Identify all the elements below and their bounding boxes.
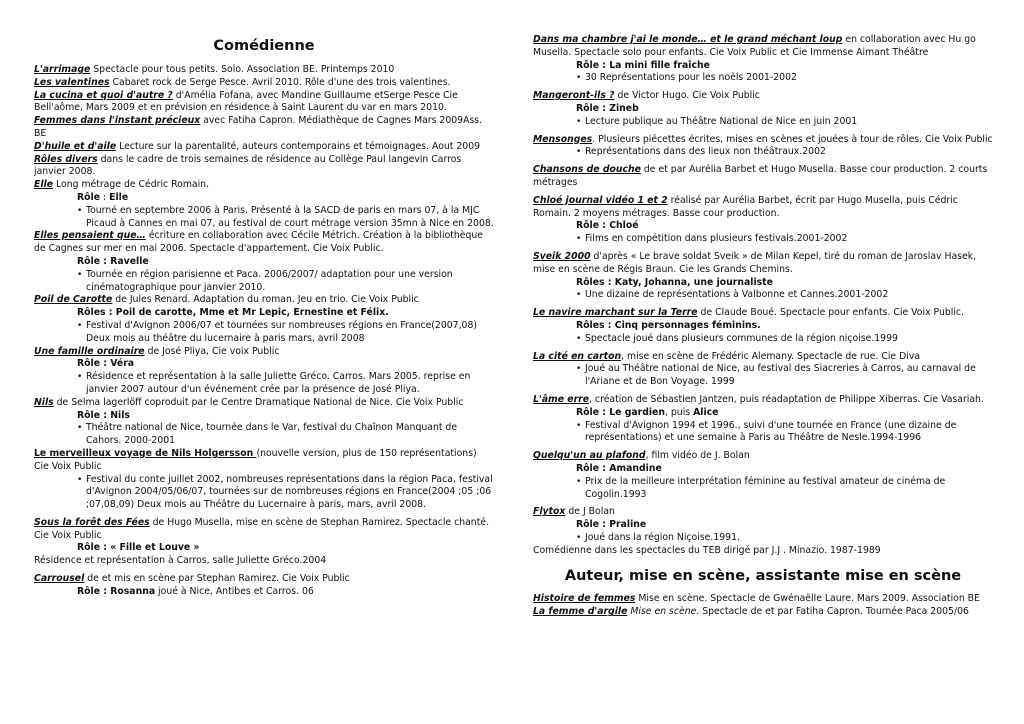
list-item: • Spectacle joué dans plusieurs communes de la région niçoise.1999 bbox=[576, 333, 993, 346]
entry-ame-erre bbox=[533, 394, 993, 407]
entry-femme-dargile bbox=[533, 606, 993, 619]
entry-flytox bbox=[533, 506, 993, 519]
list-item: • Tournée en région parisienne et Paca. 2006/2007/ adaptation pour une version cinématographique pour janvier 2010. bbox=[77, 269, 494, 295]
entry-title: Chloé journal vidéo 1 et 2 bbox=[533, 194, 668, 206]
entry-note: Comédienne dans les spectacles du TEB dirigé par J.J . Minazio. 1987-1989 bbox=[533, 544, 881, 556]
entry-title: Poil de Carotte bbox=[34, 294, 113, 306]
entry-role: Rôle : Zineb bbox=[576, 102, 639, 114]
entry-histoire-de-femmes bbox=[533, 593, 993, 606]
entry-mensonges bbox=[533, 134, 993, 147]
entry-title: L'arrimage bbox=[34, 64, 91, 75]
entry-title: Sveik 2000 bbox=[533, 250, 591, 262]
entry-bullets bbox=[34, 422, 494, 448]
entry-title: La cucina et quoi d'autre ? bbox=[34, 89, 173, 101]
entry-role: Rôle : Elle bbox=[77, 191, 129, 203]
entry-desc: , film vidéo de J. Bolan bbox=[645, 450, 750, 462]
entry-desc: Mise en scène. Spectacle de Gwénaëlle Laure. Mars 2009. Association BE bbox=[635, 593, 980, 605]
entry-bullets bbox=[34, 269, 494, 295]
entry-elles-pensaient bbox=[34, 230, 494, 256]
entry-bullets bbox=[34, 371, 494, 397]
entry-role: Rôle : Véra bbox=[77, 358, 135, 370]
right-column bbox=[533, 34, 993, 619]
entry-title: Elles pensaient que… bbox=[34, 230, 146, 242]
list-item: • 30 Représentations pour les noëls 2001-2002 bbox=[576, 72, 993, 85]
list-item: • Théâtre national de Nice, tournée dans le Var, festival du Chaînon Manquant de Cahors. 2000-2001 bbox=[77, 422, 494, 448]
entry-desc: . Spectacle de et par Fatiha Capron. Tournée Paca 2005/06 bbox=[696, 606, 969, 618]
entry-role: Rôles : Katy, Johanna, une journaliste bbox=[576, 276, 773, 288]
list-item: • Festival d'Avignon 1994 et 1996., suivi d'une tournée en France (une dizaine de représentations) et une semaine à Paris au Théâtre de Nesle.1994-1996 bbox=[576, 420, 993, 446]
entry-desc: . Plusieurs piécettes écrites, mises en scènes et jouées à tour de rôles. Cie Voix Public bbox=[592, 133, 993, 145]
entry-role: Rôles : Cinq personnages féminins. bbox=[576, 319, 761, 331]
entry-role: Rôle : Chloé bbox=[576, 220, 639, 232]
entry-desc: de et par Aurélia Barbet et Hugo Musella. Basse cour production. 2 courts métrages bbox=[533, 164, 988, 188]
entry-desc: Spectacle pour tous petits. Solo. Association BE. Printemps 2010 bbox=[90, 64, 395, 75]
list-item: • Festival d'Avignon 2006/07 et tournées sur nombreuses régions en France(2007,08) Deux mois au théâtre du lucernaire à paris mars, avril 2008 bbox=[77, 320, 494, 346]
entry-chansons-de-douche bbox=[533, 164, 993, 190]
entry-title: Le merveilleux voyage de Nils Holgersson bbox=[34, 447, 257, 459]
entry-role: Rôle : La mini fille fraîche bbox=[576, 59, 710, 71]
entry-cucina bbox=[34, 90, 494, 116]
entry-dans-ma-chambre bbox=[533, 34, 993, 60]
entry-role: Rôles : Poil de carotte, Mme et Mr Lepic, Ernestine et Félix. bbox=[77, 307, 389, 319]
entry-desc: Long métrage de Cédric Romain. bbox=[53, 179, 210, 191]
entry-desc: de José Pliya, Cie voix Public bbox=[144, 345, 280, 357]
entry-desc: de et mis en scène par Stephan Ramirez. Cie Voix Public bbox=[84, 573, 350, 585]
entry-foret-des-fees bbox=[34, 517, 494, 543]
entry-role: Rôle : Nils bbox=[77, 409, 130, 421]
entry-valentines bbox=[34, 77, 494, 90]
entry-desc: , création de Sébastien Jantzen, puis réadaptation de Philippe Xiberras. Cie Vasariah. bbox=[589, 393, 984, 405]
entry-desc: d'Amélia Fofana, avec Mandine Guillaume etSerge Pesce Cie Bell'aôme, Mars 2009 et en prévision en résidence à Saint Laurent du var en mars 2010. bbox=[34, 89, 458, 114]
section-title-auteur: Auteur, mise en scène, assistante mise en scène bbox=[564, 568, 962, 585]
entry-bullets bbox=[533, 116, 993, 129]
entry-role: Rôle : Rosanna joué à Nice, Antibes et Carros. 06 bbox=[77, 585, 314, 597]
list-item: • Joué au Théâtre national de Nice, au festival des Siacreries à Carros, au carnaval de l'Ariane et de Bon Voyage. 1999 bbox=[576, 363, 993, 389]
entry-desc: avec Fatiha Capron. Médiathèque de Cagnes Mars 2009Ass. BE bbox=[34, 115, 483, 139]
entry-chloe-journal bbox=[533, 195, 993, 221]
entry-role: Rôle : Ravelle bbox=[77, 255, 149, 267]
entry-desc: de J Bolan bbox=[565, 506, 615, 518]
entry-note: Résidence et représentation à Carros, salle Juliette Gréco.2004 bbox=[34, 555, 327, 567]
entry-navire-marchant bbox=[533, 307, 993, 320]
entry-title: Les valentines bbox=[34, 76, 110, 88]
entry-title: Dans ma chambre j'ai le monde… et le grand méchant loup bbox=[533, 34, 843, 45]
entry-title: Carrousel bbox=[34, 573, 85, 585]
list-item: • Résidence et représentation à la salle Juliette Gréco. Carros. Mars 2005. reprise en janvier 2007 autour d'un événement crée par la présence de José Pliya. bbox=[77, 371, 494, 397]
entry-mangeront-ils bbox=[533, 90, 993, 103]
list-item: • Festival du conte juillet 2002, nombreuses représentations dans la région Paca, festival d'Avignon 2004/05/06/07, tournées sur de nombreuses régions en France(2004 ;05 ;06 ;07,08,09) Deux mois au Théâtre du Lucernaire à paris, mars, avril 2008. bbox=[77, 474, 494, 512]
entry-bullets bbox=[533, 233, 993, 246]
entry-desc: Cabaret rock de Serge Pesce. Avril 2010. Rôle d'une des trois valentines. bbox=[109, 76, 451, 88]
entry-title: Flytox bbox=[533, 506, 566, 518]
list-item: • Tourné en septembre 2006 à Paris. Présenté à la SACD de paris en mars 07, à la MJC Picaud à Cannes en mai 07, au festival de court métrage version 35mn à Nice en 2008. bbox=[77, 205, 494, 231]
entry-title: Femmes dans l'instant précieux bbox=[34, 115, 201, 127]
entry-bullets bbox=[533, 72, 993, 85]
entry-title: Sous la forêt des Fées bbox=[34, 516, 150, 528]
entry-desc: en collaboration avec Hu go Musella. Spectacle solo pour enfants. Cie Voix Public et Cie Immense Aimant Théâtre bbox=[533, 34, 976, 58]
entry-title: Rôles divers bbox=[34, 153, 98, 165]
entry-bullets bbox=[34, 474, 494, 512]
entry-arrimage bbox=[34, 64, 494, 77]
entry-nils-holgersson bbox=[34, 448, 494, 474]
entry-desc: de Selma lagerlöff coproduit par le Centre Dramatique National de Nice. Cie Voix Public bbox=[53, 396, 464, 408]
entry-desc: de Victor Hugo. Cie Voix Public bbox=[614, 90, 760, 102]
list-item: • Prix de la meilleure interprétation féminine au festival amateur de cinéma de Cogolin.1993 bbox=[576, 476, 993, 502]
section-title-comedienne: Comédienne bbox=[213, 38, 315, 54]
entry-title: Mensonges bbox=[533, 133, 593, 145]
entry-famille-ordinaire bbox=[34, 346, 494, 359]
entry-bullets bbox=[533, 476, 993, 502]
entry-title: Elle bbox=[34, 179, 54, 191]
entry-title: Histoire de femmes bbox=[533, 593, 636, 605]
entry-desc: Lecture sur la parentalité, auteurs contemporains et témoignages. Aout 2009 bbox=[116, 140, 481, 152]
entry-title: Chansons de douche bbox=[533, 164, 641, 176]
entry-cite-en-carton bbox=[533, 351, 993, 364]
entry-roles-divers bbox=[34, 154, 494, 180]
entry-carrousel bbox=[34, 573, 494, 586]
entry-desc: de Hugo Musella, mise en scène de Stephan Ramirez. Spectacle chanté. Cie Voix Public bbox=[34, 516, 490, 541]
entry-desc: de Claude Boué. Spectacle pour enfants. Cie Voix Public. bbox=[697, 307, 965, 319]
entry-elle bbox=[34, 179, 494, 192]
entry-title: La cité en carton bbox=[533, 350, 622, 362]
entry-huile-aile bbox=[34, 141, 494, 154]
entry-title: D'huile et d'aile bbox=[34, 140, 117, 152]
list-item: • Films en compétition dans plusieurs festivals.2001-2002 bbox=[576, 233, 993, 246]
entry-title: Une famille ordinaire bbox=[34, 345, 145, 357]
entry-nils bbox=[34, 397, 494, 410]
entry-bullets bbox=[533, 532, 993, 545]
entry-bullets bbox=[533, 333, 993, 346]
entry-title: La femme d'argile bbox=[533, 606, 628, 618]
entry-femmes-instant bbox=[34, 115, 494, 141]
entry-bullets bbox=[533, 289, 993, 302]
entry-bullets bbox=[34, 205, 494, 231]
entry-title: L'âme erre bbox=[533, 393, 590, 405]
entry-sveik-2000 bbox=[533, 251, 993, 277]
entry-desc: dans le cadre de trois semaines de résidence au Collège Paul langevin Carros janvier 2008. bbox=[34, 153, 462, 178]
entry-title: Le navire marchant sur la Terre bbox=[533, 307, 698, 319]
list-item: • Lecture publique au Théâtre National de Nice en juin 2001 bbox=[576, 116, 993, 129]
entry-poil-de-carotte bbox=[34, 294, 494, 307]
entry-title: Mangeront-ils ? bbox=[533, 90, 615, 102]
list-item: • Représentations dans des lieux non théâtraux.2002 bbox=[576, 146, 993, 159]
entry-bullets bbox=[34, 320, 494, 346]
entry-quelquun-au-plafond bbox=[533, 450, 993, 463]
entry-bullets bbox=[533, 146, 993, 159]
entry-desc-italic: Mise en scène bbox=[627, 606, 697, 618]
entry-bullets bbox=[533, 363, 993, 389]
entry-bullets bbox=[533, 420, 993, 446]
entry-desc: de Jules Renard. Adaptation du roman. Jeu en trio. Cie Voix Public bbox=[112, 294, 419, 306]
list-item: • Une dizaine de représentations à Valbonne et Cannes.2001-2002 bbox=[576, 289, 993, 302]
entry-role: Rôle : Praline bbox=[576, 519, 647, 531]
entry-role: Rôle : Amandine bbox=[576, 462, 662, 474]
entry-role: Rôle : Le gardien, puis Alice bbox=[576, 406, 719, 418]
left-column bbox=[34, 0, 494, 599]
entry-desc: d'après « Le brave soldat Sveik » de Milan Kepel, tiré du roman de Jaroslav Hasek, mise en scène de Régis Braun. Cie les Grands Chemins. bbox=[533, 250, 977, 275]
entry-title: Quelqu'un au plafond bbox=[533, 450, 646, 462]
entry-role: Rôle : « Fille et Louve » bbox=[77, 542, 200, 554]
entry-desc: écriture en collaboration avec Cécile Métrich. Création à la bibliothèque de Cagnes sur mer en mai 2006. Spectacle d'appartement. Cie Voix Public. bbox=[34, 230, 484, 255]
entry-desc: (nouvelle version, plus de 150 représentations) Cie Voix Public bbox=[34, 447, 477, 472]
entry-desc: , mise en scène de Frédéric Alemany. Spectacle de rue. Cie Diva bbox=[621, 350, 921, 362]
entry-title: Nils bbox=[34, 396, 54, 408]
entry-desc: réalisé par Aurélia Barbet, écrit par Hugo Musella, puis Cédric Romain. 2 moyens métrages. Basse cour production. bbox=[533, 194, 958, 219]
list-item: • Joué dans la région Niçoise.1991. bbox=[576, 532, 993, 545]
